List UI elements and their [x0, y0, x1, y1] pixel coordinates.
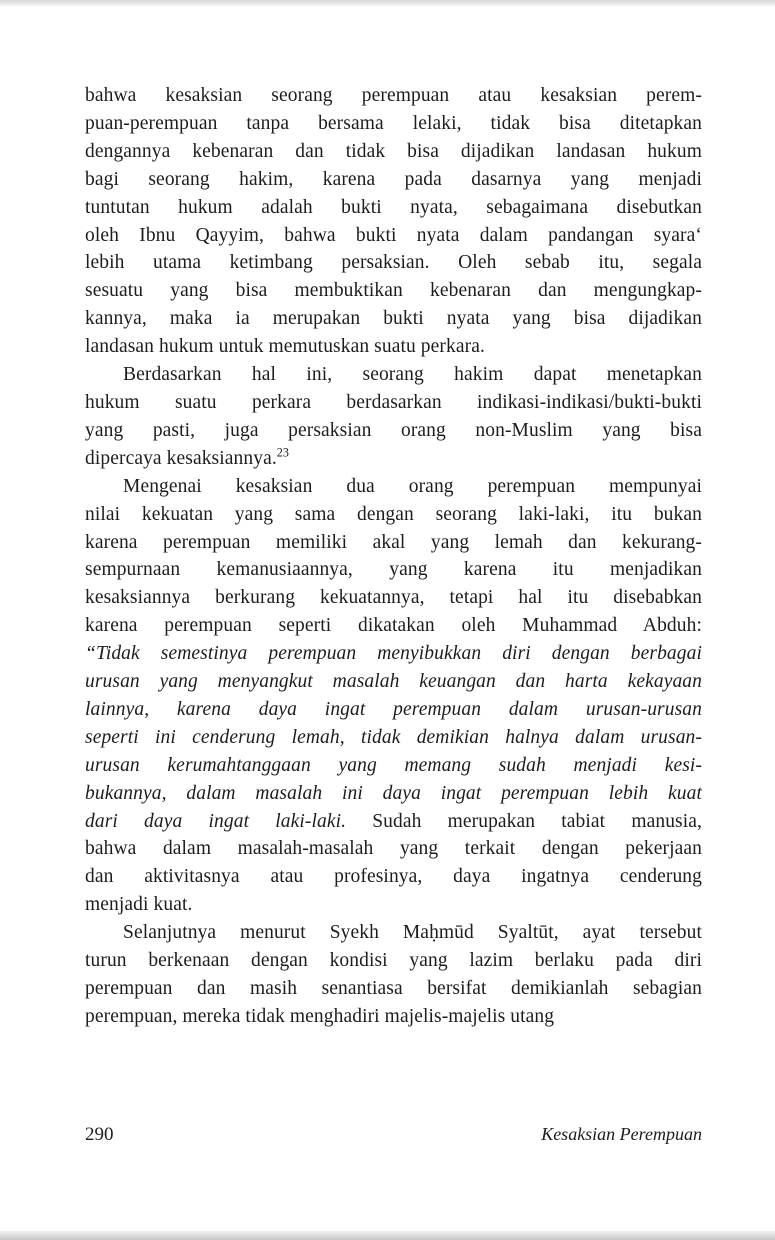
text-run: dengannya kebenaran dan tidak bisa dijadikan landasan hukum	[85, 140, 702, 162]
text-line	[85, 445, 702, 473]
text-line	[85, 891, 702, 919]
text-run: turun berkenaan dengan kondisi yang lazim berlaku pada diri	[85, 950, 702, 972]
text-line	[85, 501, 702, 529]
text-line	[85, 919, 702, 947]
quoted-text: dari daya ingat laki-laki.	[85, 810, 347, 832]
scan-edge-bottom	[0, 1231, 775, 1240]
text-run: kesaksiannya berkurang kekuatannya, tetapi hal itu disebabkan	[85, 587, 702, 609]
text-line	[85, 612, 702, 640]
text-run: dipercaya kesaksiannya.	[85, 447, 277, 469]
text-run: karena perempuan memiliki akal yang lemah dan kekurang-	[85, 531, 702, 553]
text-run: nilai kekuatan yang sama dengan seorang laki-laki, itu bukan	[85, 503, 702, 525]
text-line	[85, 82, 702, 110]
text-line	[85, 584, 702, 612]
text-line	[85, 110, 702, 138]
text-run: bahwa kesaksian seorang perempuan atau kesaksian perem-	[85, 85, 702, 106]
scan-edge-top	[0, 0, 775, 6]
text-run: bahwa dalam masalah-masalah yang terkait dengan pekerjaan	[85, 838, 702, 860]
text-line	[85, 194, 702, 222]
text-run: Selanjutnya menurut Syekh Maḥmūd Syaltūt, ayat tersebut	[123, 922, 702, 944]
text-run: sempurnaan kemanusiaannya, yang karena itu menjadikan	[85, 559, 702, 581]
text-run: oleh Ibnu Qayyim, bahwa bukti nyata dalam pandangan syara‘	[85, 224, 702, 246]
text-run: hukum suatu perkara berdasarkan indikasi-indikasi/bukti-bukti	[85, 391, 702, 413]
text-line	[85, 668, 702, 696]
text-line	[85, 389, 702, 417]
text-line	[85, 529, 702, 557]
page-footer	[85, 1124, 702, 1146]
body-text	[85, 82, 702, 1031]
text-line	[85, 473, 702, 501]
text-line	[85, 752, 702, 780]
text-run: puan-perempuan tanpa bersama lelaki, tidak bisa ditetapkan	[85, 112, 702, 134]
paragraph	[85, 473, 702, 920]
text-run: dan aktivitasnya atau profesinya, daya ingatnya cenderung	[85, 866, 702, 888]
text-run: Mengenai kesaksian dua orang perempuan mempunyai	[123, 475, 702, 497]
text-run: karena perempuan seperti dikatakan oleh Muhammad Abduh:	[85, 615, 702, 637]
text-line	[85, 808, 702, 836]
running-footer-title: Kesaksian Perempuan	[541, 1124, 702, 1144]
page-number: 290	[85, 1124, 114, 1145]
paragraph	[85, 919, 702, 1031]
text-run: Sudah merupakan tabiat manusia,	[346, 810, 702, 832]
text-line	[85, 222, 702, 250]
text-line	[85, 780, 702, 808]
quoted-text: lainnya, karena daya ingat perempuan dalam urusan-urusan	[85, 698, 702, 720]
text-run: landasan hukum untuk memutuskan suatu perkara.	[85, 336, 485, 358]
text-line	[85, 305, 702, 333]
text-run: perempuan dan masih senantiasa bersifat demikianlah sebagian	[85, 978, 702, 999]
text-run: tuntutan hukum adalah bukti nyata, sebagaimana disebutkan	[85, 196, 702, 218]
text-line	[85, 975, 702, 1003]
text-line	[85, 333, 702, 361]
text-line	[85, 417, 702, 445]
text-line	[85, 361, 702, 389]
text-run: menjadi kuat.	[85, 894, 193, 916]
text-run: kannya, maka ia merupakan bukti nyata yang bisa dijadikan	[85, 308, 702, 330]
quoted-text: “Tidak semestinya perempuan menyibukkan diri dengan berbagai	[85, 643, 702, 665]
text-line	[85, 556, 702, 584]
text-line	[85, 138, 702, 166]
text-line	[85, 249, 702, 277]
footnote-reference: 23	[276, 445, 289, 460]
text-line	[85, 1003, 702, 1031]
text-run: perempuan, mereka tidak menghadiri majelis-majelis utang	[85, 1005, 555, 1027]
text-line	[85, 277, 702, 305]
paragraph	[85, 361, 702, 473]
text-line	[85, 724, 702, 752]
quoted-text: urusan yang menyangkut masalah keuangan dan harta kekayaan	[85, 671, 702, 693]
quoted-text: bukannya, dalam masalah ini daya ingat perempuan lebih kuat	[85, 782, 702, 804]
text-line	[85, 947, 702, 975]
text-run: Berdasarkan hal ini, seorang hakim dapat menetapkan	[123, 364, 702, 386]
quoted-text: urusan kerumahtanggaan yang memang sudah menjadi kesi-	[85, 754, 702, 776]
text-line	[85, 640, 702, 668]
paragraph	[85, 82, 702, 361]
text-line	[85, 863, 702, 891]
text-run: yang pasti, juga persaksian orang non-Muslim yang bisa	[85, 419, 702, 441]
text-run: lebih utama ketimbang persaksian. Oleh sebab itu, segala	[85, 252, 702, 274]
text-line	[85, 835, 702, 863]
text-run: bagi seorang hakim, karena pada dasarnya yang menjadi	[85, 168, 702, 190]
quoted-text: seperti ini cenderung lemah, tidak demikian halnya dalam urusan-	[85, 726, 702, 748]
text-line	[85, 696, 702, 724]
text-line	[85, 166, 702, 194]
text-run: sesuatu yang bisa membuktikan kebenaran dan mengungkap-	[85, 280, 702, 302]
